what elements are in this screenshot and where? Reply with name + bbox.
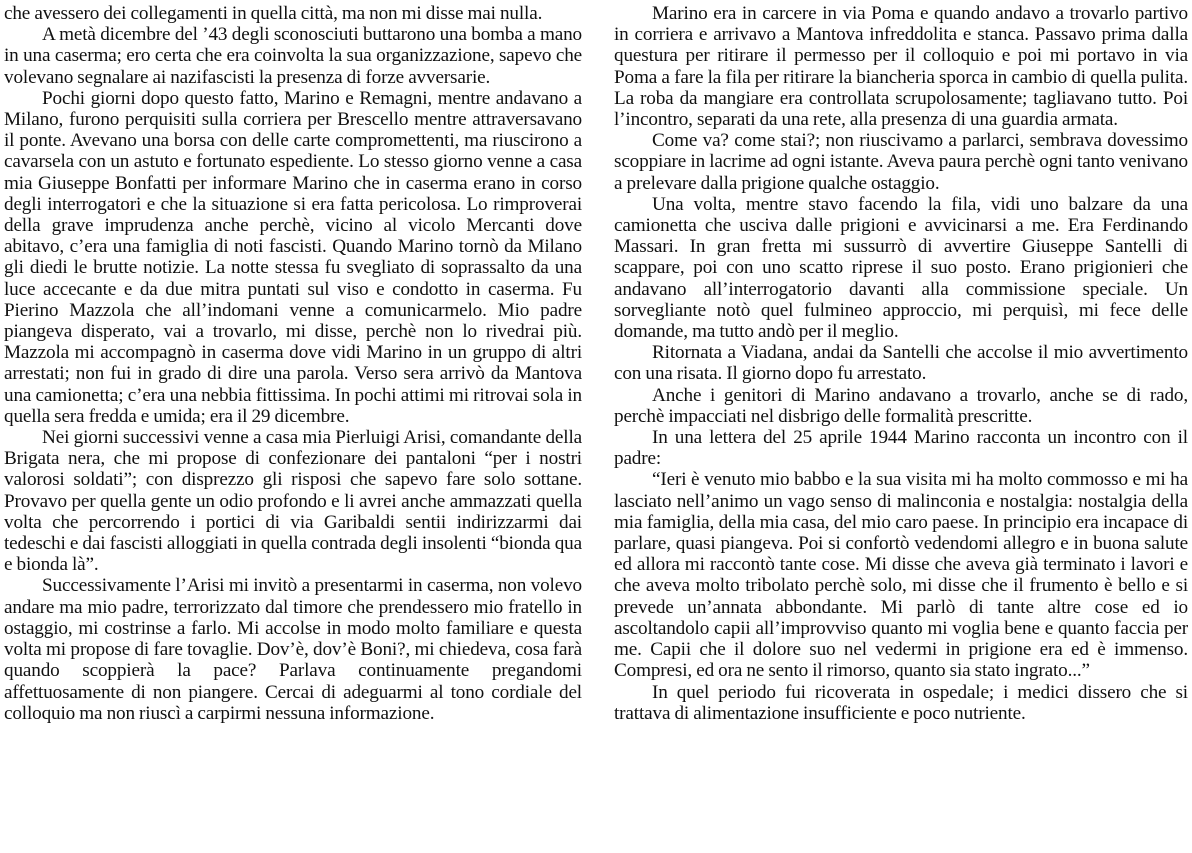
paragraph: In quel periodo fui ricoverata in ospedale; i medici dissero che si trattava di alimentazione insufficiente e poco nutriente. <box>614 681 1188 724</box>
paragraph: Nei giorni successivi venne a casa mia Pierluigi Arisi, comandante della Brigata nera, che mi propose di confezionare dei pantaloni “per i nostri valorosi soldati”; con disprezzo gli risposi che sapevo fare solo sottane. Provavo per quella gente un odio profondo e li avrei anche ammazzati quella volta che percorrendo i portici di via Garibaldi sentii indirizzarmi dai tedeschi e dai fascisti alloggiati in quella contrada degli insolenti “bionda qua e bionda là”. <box>4 427 582 576</box>
paragraph: Marino era in carcere in via Poma e quando andavo a trovarlo partivo in corriera e arrivavo a Mantova infreddolita e stanca. Passavo prima dalla questura per ritirare il permesso per il colloquio e poi mi portavo in via Poma a fare la fila per ritirare la biancheria sporca in cambio di quella pulita. La roba da mangiare era controllata scrupolosamente; tagliavano tutto. Poi l’incontro, separati da una rete, alla presenza di una guardia armata. <box>614 3 1188 131</box>
right-text-column <box>614 3 1188 724</box>
paragraph: A metà dicembre del ’43 degli sconosciuti buttarono una bomba a mano in una caserma; ero certa che era coinvolta la sua organizzazione, sapevo che volevano segnalare ai nazifascisti la presenza di forze avversarie. <box>4 24 582 88</box>
paragraph: Successivamente l’Arisi mi invitò a presentarmi in caserma, non volevo andare ma mio padre, terrorizzato dal timore che prendessero mio fratello in ostaggio, mi costrinse a farlo. Mi accolse in modo molto familiare e questa volta mi propose di fare tovaglie. Dov’è, dov’è Boni?, mi chiedeva, cosa farà quando scoppierà la pace? Parlava continuamente pregandomi affettuosamente di non piangere. Cercai di adeguarmi al tono cordiale del colloquio ma non riuscì a carpirmi nessuna informazione. <box>4 575 582 724</box>
quoted-letter: “Ieri è venuto mio babbo e la sua visita mi ha molto commosso e mi ha lasciato nell’animo un vago senso di malinconia e nostalgia: nostalgia della mia famiglia, della mia casa, del mio caro paese. In principio era incapace di parlare, quasi piangeva. Poi si confortò vedendomi allegro e in buona salute ed allora mi raccontò tante cose. Mi disse che aveva già terminato i lavori e che aveva molto tribolato perchè solo, mi disse che il frumento è bello e si prevede un’annata abbondante. Mi parlò di tante altre cose ed io ascoltandolo capii all’improvviso quanto mi voglia bene e quanto faccia per me. Capii che il dolore suo nel vedermi in prigione era ed è immenso. Compresi, ed ora ne sento il rimorso, quanto sia stato ingrato...” <box>614 469 1188 682</box>
left-text-column <box>4 3 582 724</box>
paragraph: Pochi giorni dopo questo fatto, Marino e Remagni, mentre andavano a Milano, furono perquisiti sulla corriera per Brescello mentre attraversavano il ponte. Avevano una borsa con delle carte compromettenti, ma riuscirono a cavarsela con un astuto e fortunato espediente. Lo stesso giorno venne a casa mia Giuseppe Bonfatti per informare Marino che in caserma erano in corso degli interrogatori e che la situazione si era fatta pericolosa. Lo rimproverai della grave imprudenza anche perchè, vicino al vicolo Mercanti dove abitavo, c’era una famiglia di noti fascisti. Quando Marino tornò da Milano gli diedi le brutte notizie. La notte stessa fu svegliato di soprassalto da una luce accecante e da due mitra puntati sul viso e condotto in caserma. Fu Pierino Mazzola che all’indomani venne a comunicarmelo. Mio padre piangeva disperato, vai a trovarlo, mi disse, perchè non lo rivedrai più. Mazzola mi accompagnò in caserma dove vidi Marino in un gruppo di altri arrestati; non fui in grado di dire una parola. Verso sera arrivò da Mantova una camionetta; c’era una nebbia fittissima. In pochi attimi mi ritrovai sola in quella sera fredda e umida; era il 29 dicembre. <box>4 87 582 427</box>
paragraph: Una volta, mentre stavo facendo la fila, vidi uno balzare da una camionetta che usciva dalle prigioni e avvicinarsi a me. Era Ferdinando Massari. In gran fretta mi sussurrò di avvertire Giuseppe Santelli di scappare, poi con uno scatto riprese il suo posto. Erano prigionieri che andavano all’interrogatorio davanti alla commissione speciale. Un sorvegliante notò quel fulmineo approccio, mi perquisì, mi fece delle domande, ma tutto andò per il meglio. <box>614 193 1188 343</box>
paragraph: Ritornata a Viadana, andai da Santelli che accolse il mio avvertimento con una risata. Il giorno dopo fu arrestato. <box>614 342 1188 385</box>
paragraph: Come va? come stai?; non riuscivamo a parlarci, sembrava dovessimo scoppiare in lacrime ad ogni istante. Aveva paura perchè ogni tanto venivano a prelevare dalla prigione qualche ostaggio. <box>614 130 1188 194</box>
paragraph: che avessero dei collegamenti in quella città, ma non mi disse mai nulla. <box>4 3 543 24</box>
paragraph: Anche i genitori di Marino andavano a trovarlo, anche se di rado, perchè impacciati nel disbrigo delle formalità prescritte. <box>614 384 1188 427</box>
paragraph: In una lettera del 25 aprile 1944 Marino racconta un incontro con il padre: <box>614 427 1188 470</box>
